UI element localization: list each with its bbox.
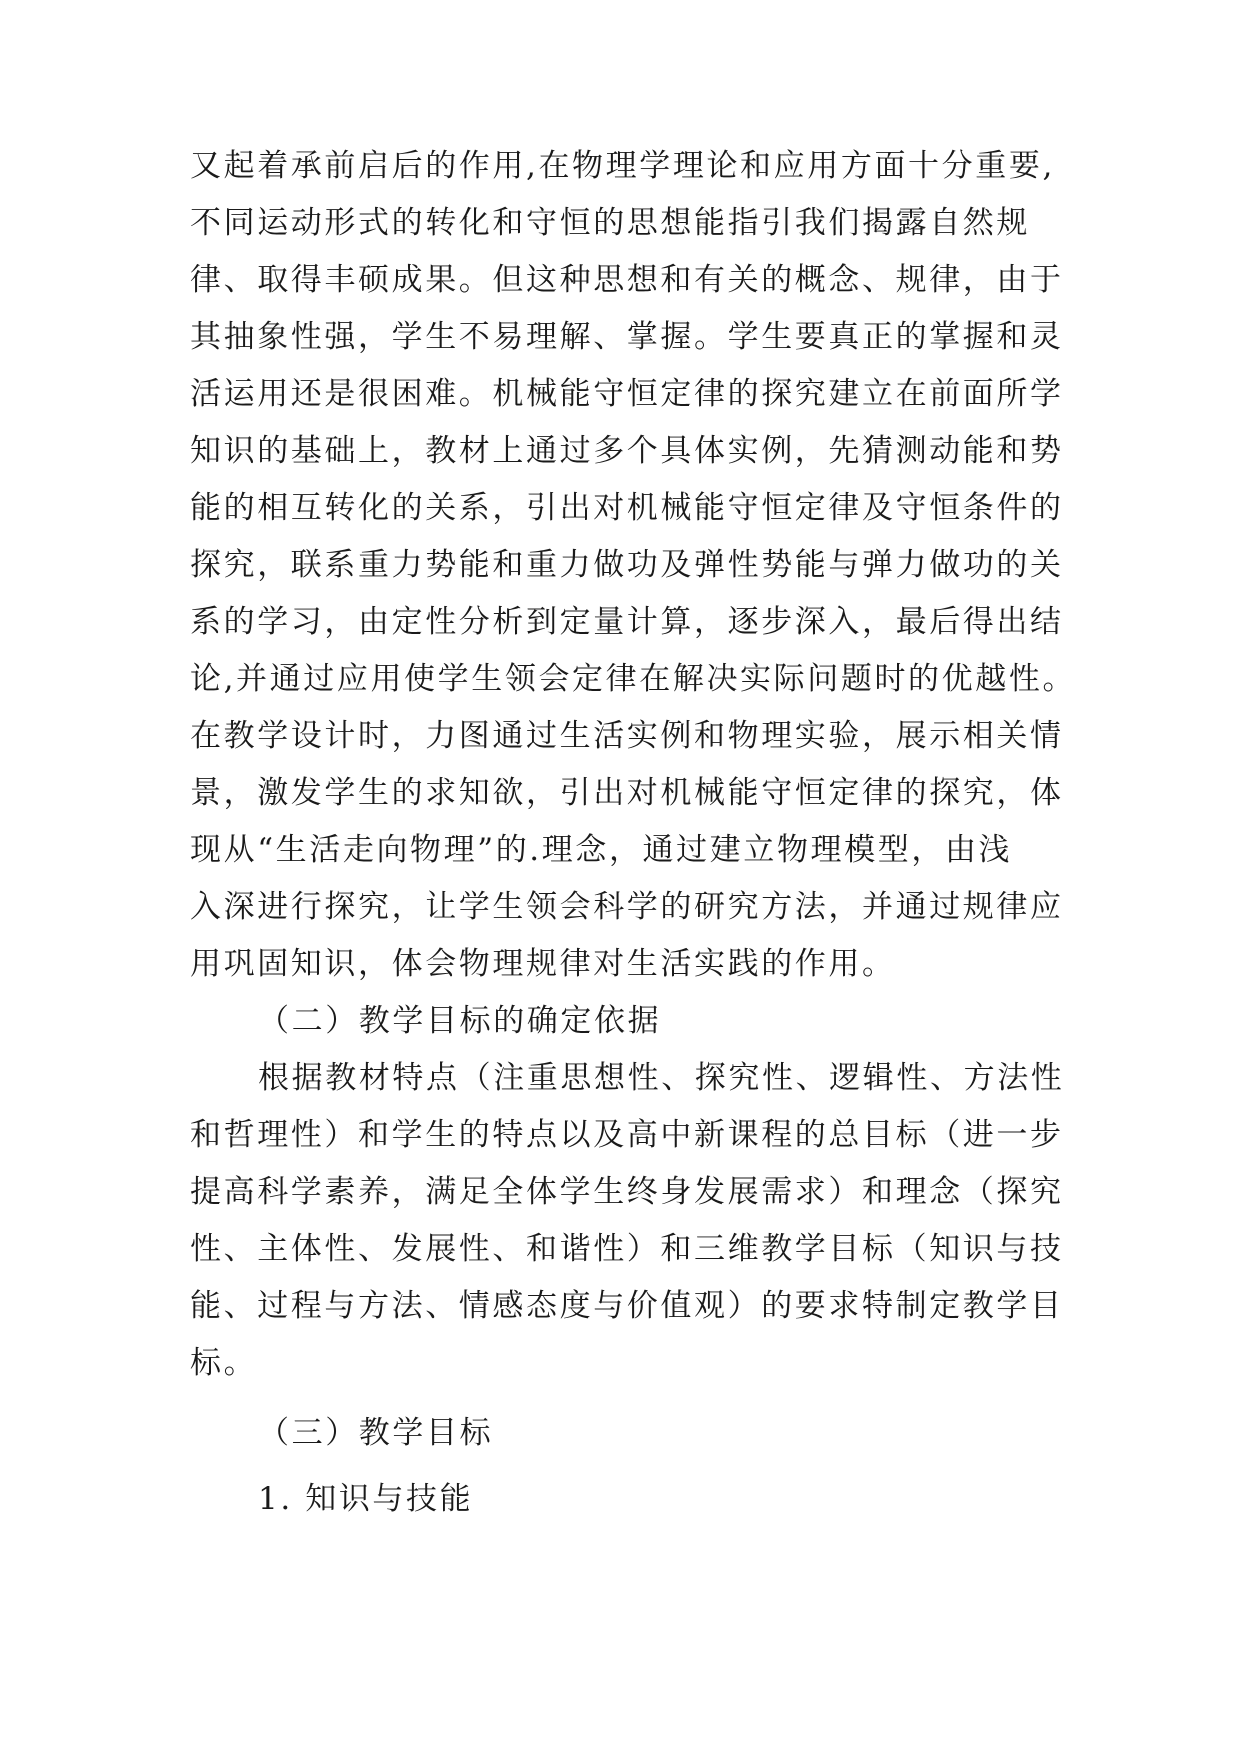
paragraph-line: 现从“生活走向物理”的.理念，通过建立物理模型，由浅: [190, 832, 1013, 868]
paragraph-line: 入深进行探究，让学生领会科学的研究方法，并通过规律应: [190, 889, 1064, 925]
paragraph-line: 标。: [190, 1345, 258, 1381]
paragraph-line: 其抽象性强，学生不易理解、掌握。学生要真正的掌握和灵: [190, 319, 1064, 355]
paragraph-line: 活运用还是很困难。机械能守恒定律的探究建立在前面所学: [190, 376, 1064, 412]
paragraph-line: 探究，联系重力势能和重力做功及弹性势能与弹力做功的关: [190, 547, 1064, 583]
paragraph-line: 论,并通过应用使学生领会定律在解决实际问题时的优越性。: [190, 661, 1077, 697]
paragraph-line: 能的相互转化的关系，引出对机械能守恒定律及守恒条件的: [190, 490, 1064, 526]
paragraph-line: 和哲理性）和学生的特点以及高中新课程的总目标（进一步: [190, 1117, 1064, 1153]
paragraph-line: 性、主体性、发展性、和谐性）和三维教学目标（知识与技: [190, 1231, 1064, 1267]
paragraph-line: 律、取得丰硕成果。但这种思想和有关的概念、规律，由于: [190, 262, 1064, 298]
paragraph-line: 不同运动形式的转化和守恒的思想能指引我们揭露自然规: [190, 205, 1030, 241]
paragraph-line: 景，激发学生的求知欲，引出对机械能守恒定律的探究，体: [190, 775, 1064, 811]
paragraph-line: 知识的基础上，教材上通过多个具体实例，先猜测动能和势: [190, 433, 1064, 469]
paragraph-line: 又起着承前启后的作用,在物理学理论和应用方面十分重要,: [190, 148, 1055, 184]
paragraph-line: 系的学习，由定性分析到定量计算，逐步深入，最后得出结: [190, 604, 1064, 640]
section-heading: （二）教学目标的确定依据: [258, 1003, 662, 1039]
section-heading: （三）教学目标: [258, 1415, 494, 1451]
paragraph-line: 提高科学素养，满足全体学生终身发展需求）和理念（探究: [190, 1174, 1064, 1210]
paragraph-line: 用巩固知识，体会物理规律对生活实践的作用。: [190, 946, 896, 982]
subsection-heading: 1. 知识与技能: [258, 1481, 474, 1517]
paragraph-line: 能、过程与方法、情感态度与价值观）的要求特制定教学目: [190, 1288, 1064, 1324]
paragraph-line: 在教学设计时，力图通过生活实例和物理实验，展示相关情: [190, 718, 1064, 754]
paragraph-line: 根据教材特点（注重思想性、探究性、逻辑性、方法性: [258, 1060, 1065, 1096]
